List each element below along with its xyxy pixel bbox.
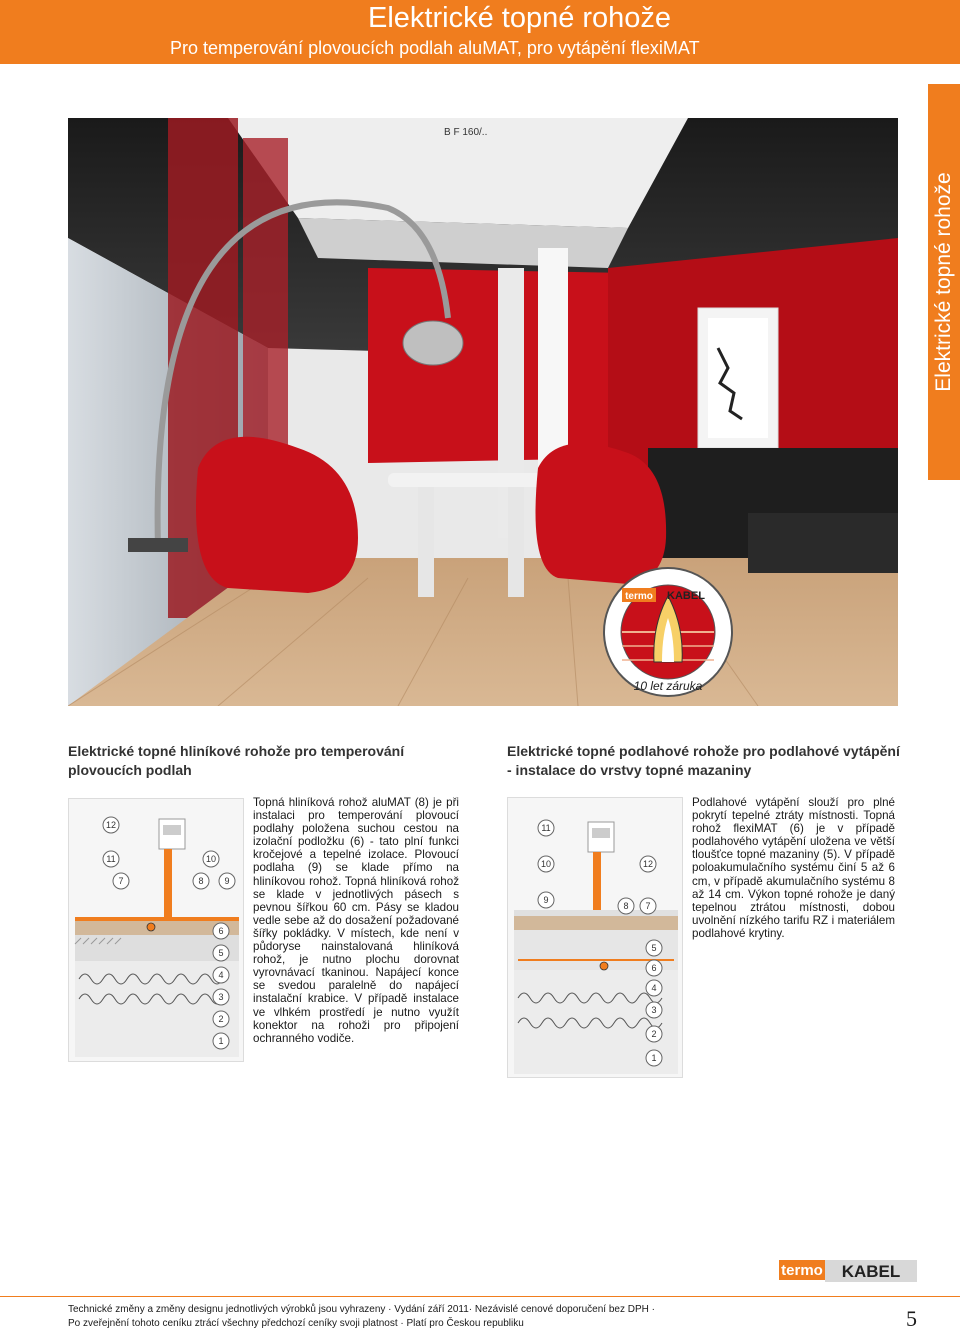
footer-divider xyxy=(0,1296,960,1297)
diagram-label: 9 xyxy=(224,876,230,886)
diagram-label: 12 xyxy=(105,820,117,830)
diagram-label: 4 xyxy=(651,983,657,993)
badge-brand-right: KABEL xyxy=(667,590,705,602)
flexmat-layers-illustration xyxy=(508,798,683,1078)
badge-warranty: 10 let záruka xyxy=(633,679,703,693)
diagram-label: 3 xyxy=(651,1005,657,1015)
diagram-label: 11 xyxy=(106,854,116,864)
left-section-heading: Elektrické topné hliníkové rohože pro temperování plovoucích podlah xyxy=(68,743,405,778)
logo-left: termo xyxy=(781,1262,823,1279)
diagram-label: 6 xyxy=(651,963,657,973)
diagram-label: 5 xyxy=(651,943,657,953)
diagram-label: 1 xyxy=(651,1053,657,1063)
diagram-label: 12 xyxy=(642,859,654,869)
side-tab-label: Elektrické topné rohože xyxy=(932,172,955,392)
footer xyxy=(68,1303,888,1331)
diagram-label: 3 xyxy=(218,992,224,1002)
right-section-text: Podlahové vytápění slouží pro plné pokrytí tepelné ztráty místnosti. Topná rohož flexiMAT (6) je v případě podlahového vytápění uložena ve větší tloušťce topné mazaniny (5). V případě poloakumulačního systému činí 5 až 6 cm, v případě akumulačního systému 8 až 14 cm. Výkon topné rohože je daný tepelnou ztrátou místnosti, dobou uvolnění nízkého tarifu RZ i materiálem podlahové krytiny. xyxy=(692,796,895,940)
diagram-label: 10 xyxy=(540,859,552,869)
footer-line-2: Po zveřejnění tohoto ceníku ztrácí všechny předchozí ceníky svoji platnost · Platí pro Českou republiku xyxy=(68,1318,524,1329)
badge-brand-left: termo xyxy=(625,591,653,602)
alumat-layers-illustration xyxy=(69,799,244,1062)
diagram-label: 2 xyxy=(651,1029,657,1039)
diagram-label: 7 xyxy=(118,876,124,886)
diagram-label: 7 xyxy=(645,901,651,911)
termokabel-logo xyxy=(779,1257,917,1285)
diagram-label: 5 xyxy=(218,948,224,958)
page-number: 5 xyxy=(906,1306,917,1331)
warranty-badge xyxy=(602,566,734,698)
flexmat-diagram xyxy=(507,797,683,1078)
alumat-diagram xyxy=(68,798,244,1062)
diagram-label: 11 xyxy=(541,823,551,833)
diagram-label: 8 xyxy=(198,876,204,886)
diagram-label: 9 xyxy=(543,895,549,905)
diagram-label: 6 xyxy=(218,926,224,936)
diagram-label: 2 xyxy=(218,1014,224,1024)
side-tab xyxy=(928,84,960,480)
page-subtitle: Pro temperování plovoucích podlah aluMAT, pro vytápění flexiMAT xyxy=(170,38,700,58)
diagram-label: 8 xyxy=(623,901,629,911)
footer-line-1: Technické změny a změny designu jednotlivých výrobků jsou vyhrazeny · Vydání září 2011· Nezávislé cenové doporučení bez DPH · xyxy=(68,1304,655,1315)
diagram-label: 4 xyxy=(218,970,224,980)
logo-right: KABEL xyxy=(841,1262,901,1281)
diagram-label: 1 xyxy=(218,1036,224,1046)
interior-illustration xyxy=(68,118,898,706)
interior-photo xyxy=(68,118,898,706)
left-section-text: Topná hliníková rohož aluMAT (8) je při instalaci pro temperování plovoucí podlahy položena suchou cestou na izolační podložku (6) - tato plní funkci kročejové a tepelné izolace. Plovoucí podlaha (9) se klade přímo na hliníkovou rohož. Topná hliníková rohož se klade v jednotlivých pásech s pevnou šířkou 60 cm. Pásy se kladou vedle sebe až do dosažení požadované šířky pokládky. V místech, kde není v půdoryse nainstalovaná hliníková rohož, je nutno plochu dorovnat vyrovnávací tkaninou. Napájecí konce se svedou paralelně do napájecí instalační krabice. V případě instalace ve vlhkém prostředí je nutno využít konektor na rohoži pro připojení ochranného vodiče. xyxy=(253,796,459,1045)
photo-caption: B F 160/.. xyxy=(444,127,488,138)
page-title: Elektrické topné rohože xyxy=(368,2,672,34)
right-section-heading: Elektrické topné podlahové rohože pro podlahové vytápění - instalace do vrstvy topné mazaniny xyxy=(507,743,900,778)
page-header xyxy=(0,0,960,64)
diagram-label: 10 xyxy=(205,854,217,864)
